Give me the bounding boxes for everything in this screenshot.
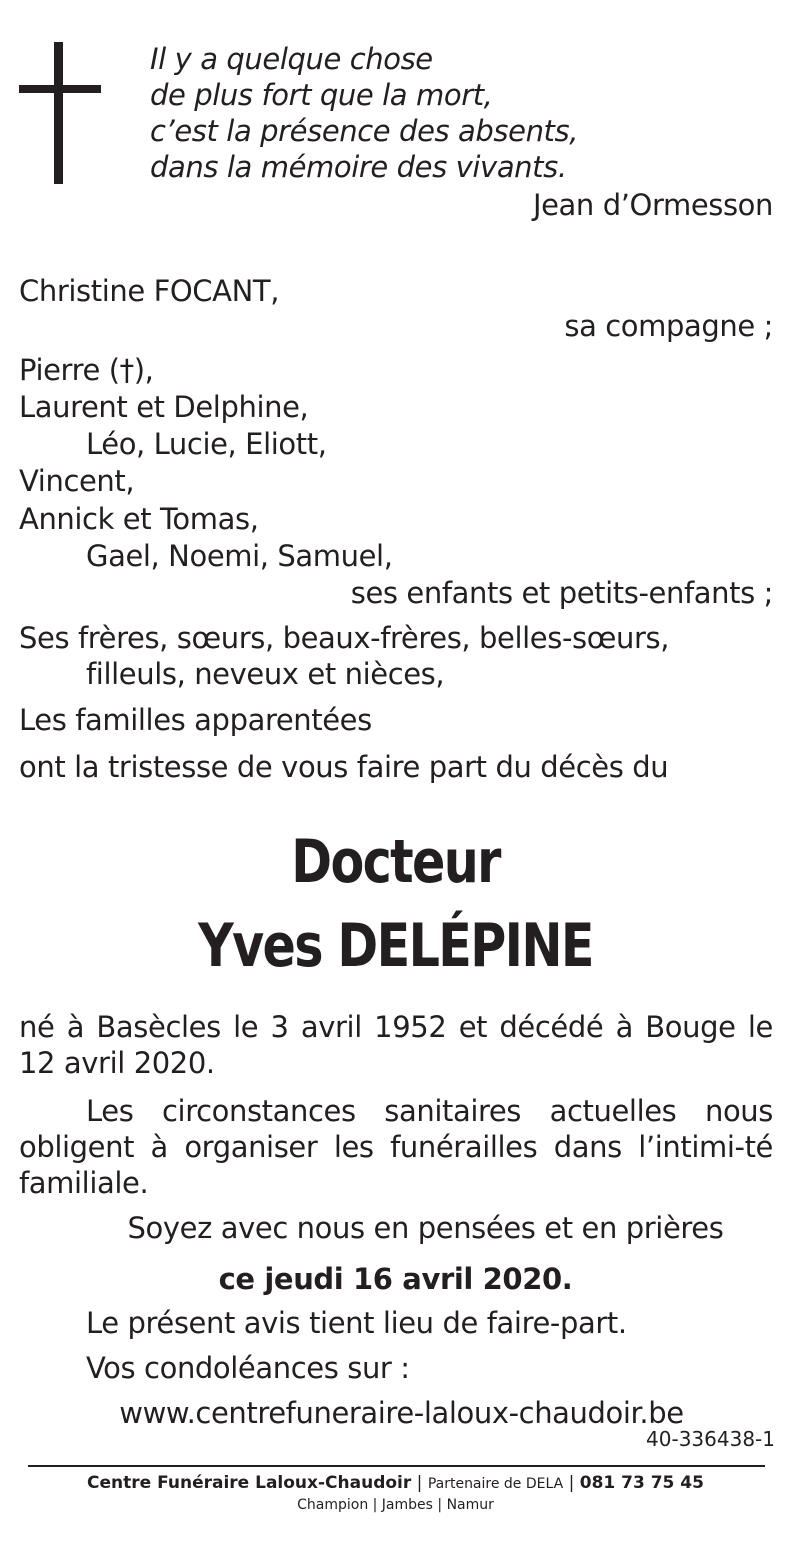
prayers-line: Soyez avec nous en pensées et en prières (127, 1211, 724, 1245)
family-role: sa compagne ; (564, 309, 773, 343)
phone-number: 081 73 75 45 (579, 1473, 704, 1493)
family-line: Léo, Lucie, Eliott, (86, 427, 327, 461)
family-role: ses enfants et petits-enfants ; (350, 576, 773, 610)
family-line: Vincent, (19, 464, 135, 498)
partner-text: Partenaire de DELA (427, 1476, 564, 1492)
family-line: Christine FOCANT, (19, 274, 280, 308)
circumstances-paragraph: Les circonstances sanitaires actuelles nous obligent à organiser les funérailles dans l’intimi-té familiale. (19, 1094, 773, 1200)
reference-number: 40-336438-1 (646, 1427, 775, 1451)
deceased-name: Yves DELÉPINE (198, 911, 593, 981)
birth-death-paragraph: né à Basècles le 3 avril 1952 et décédé à Bouge le 12 avril 2020. (19, 1010, 773, 1080)
notice-line: Le présent avis tient lieu de faire-part. (86, 1306, 627, 1340)
condolences-line: Vos condoléances sur : (86, 1351, 410, 1385)
quote-line: Il y a quelque chose (150, 42, 433, 76)
family-line: Pierre (†), (19, 353, 154, 387)
family-line: filleuls, neveux et nièces, (86, 657, 445, 691)
cross-icon (19, 42, 101, 184)
announcement-line: ont la tristesse de vous faire part du décès du (19, 750, 669, 784)
quote-line: de plus fort que la mort, (150, 78, 493, 112)
family-line: Les familles apparentées (19, 703, 372, 737)
family-line: Laurent et Delphine, (19, 390, 309, 424)
separator: | (411, 1473, 428, 1493)
quote-line: dans la mémoire des vivants. (150, 150, 567, 184)
quote-author: Jean d’Ormesson (532, 188, 773, 222)
deceased-title: Docteur (291, 827, 500, 897)
separator: | (563, 1473, 580, 1493)
family-line: Gael, Noemi, Samuel, (86, 539, 393, 573)
footer-company-line (0, 1472, 791, 1495)
quote-line: c’est la présence des absents, (150, 114, 579, 148)
family-line: Ses frères, sœurs, beaux-frères, belles-sœurs, (19, 621, 670, 655)
website-link[interactable]: www.centrefuneraire-laloux-chaudoir.be (119, 1396, 684, 1430)
footer-locations: Champion | Jambes | Namur (297, 1497, 494, 1513)
company-name: Centre Funéraire Laloux-Chaudoir (87, 1473, 412, 1493)
ceremony-date: ce jeudi 16 avril 2020. (218, 1262, 573, 1296)
footer-divider (28, 1465, 765, 1467)
family-line: Annick et Tomas, (19, 502, 259, 536)
